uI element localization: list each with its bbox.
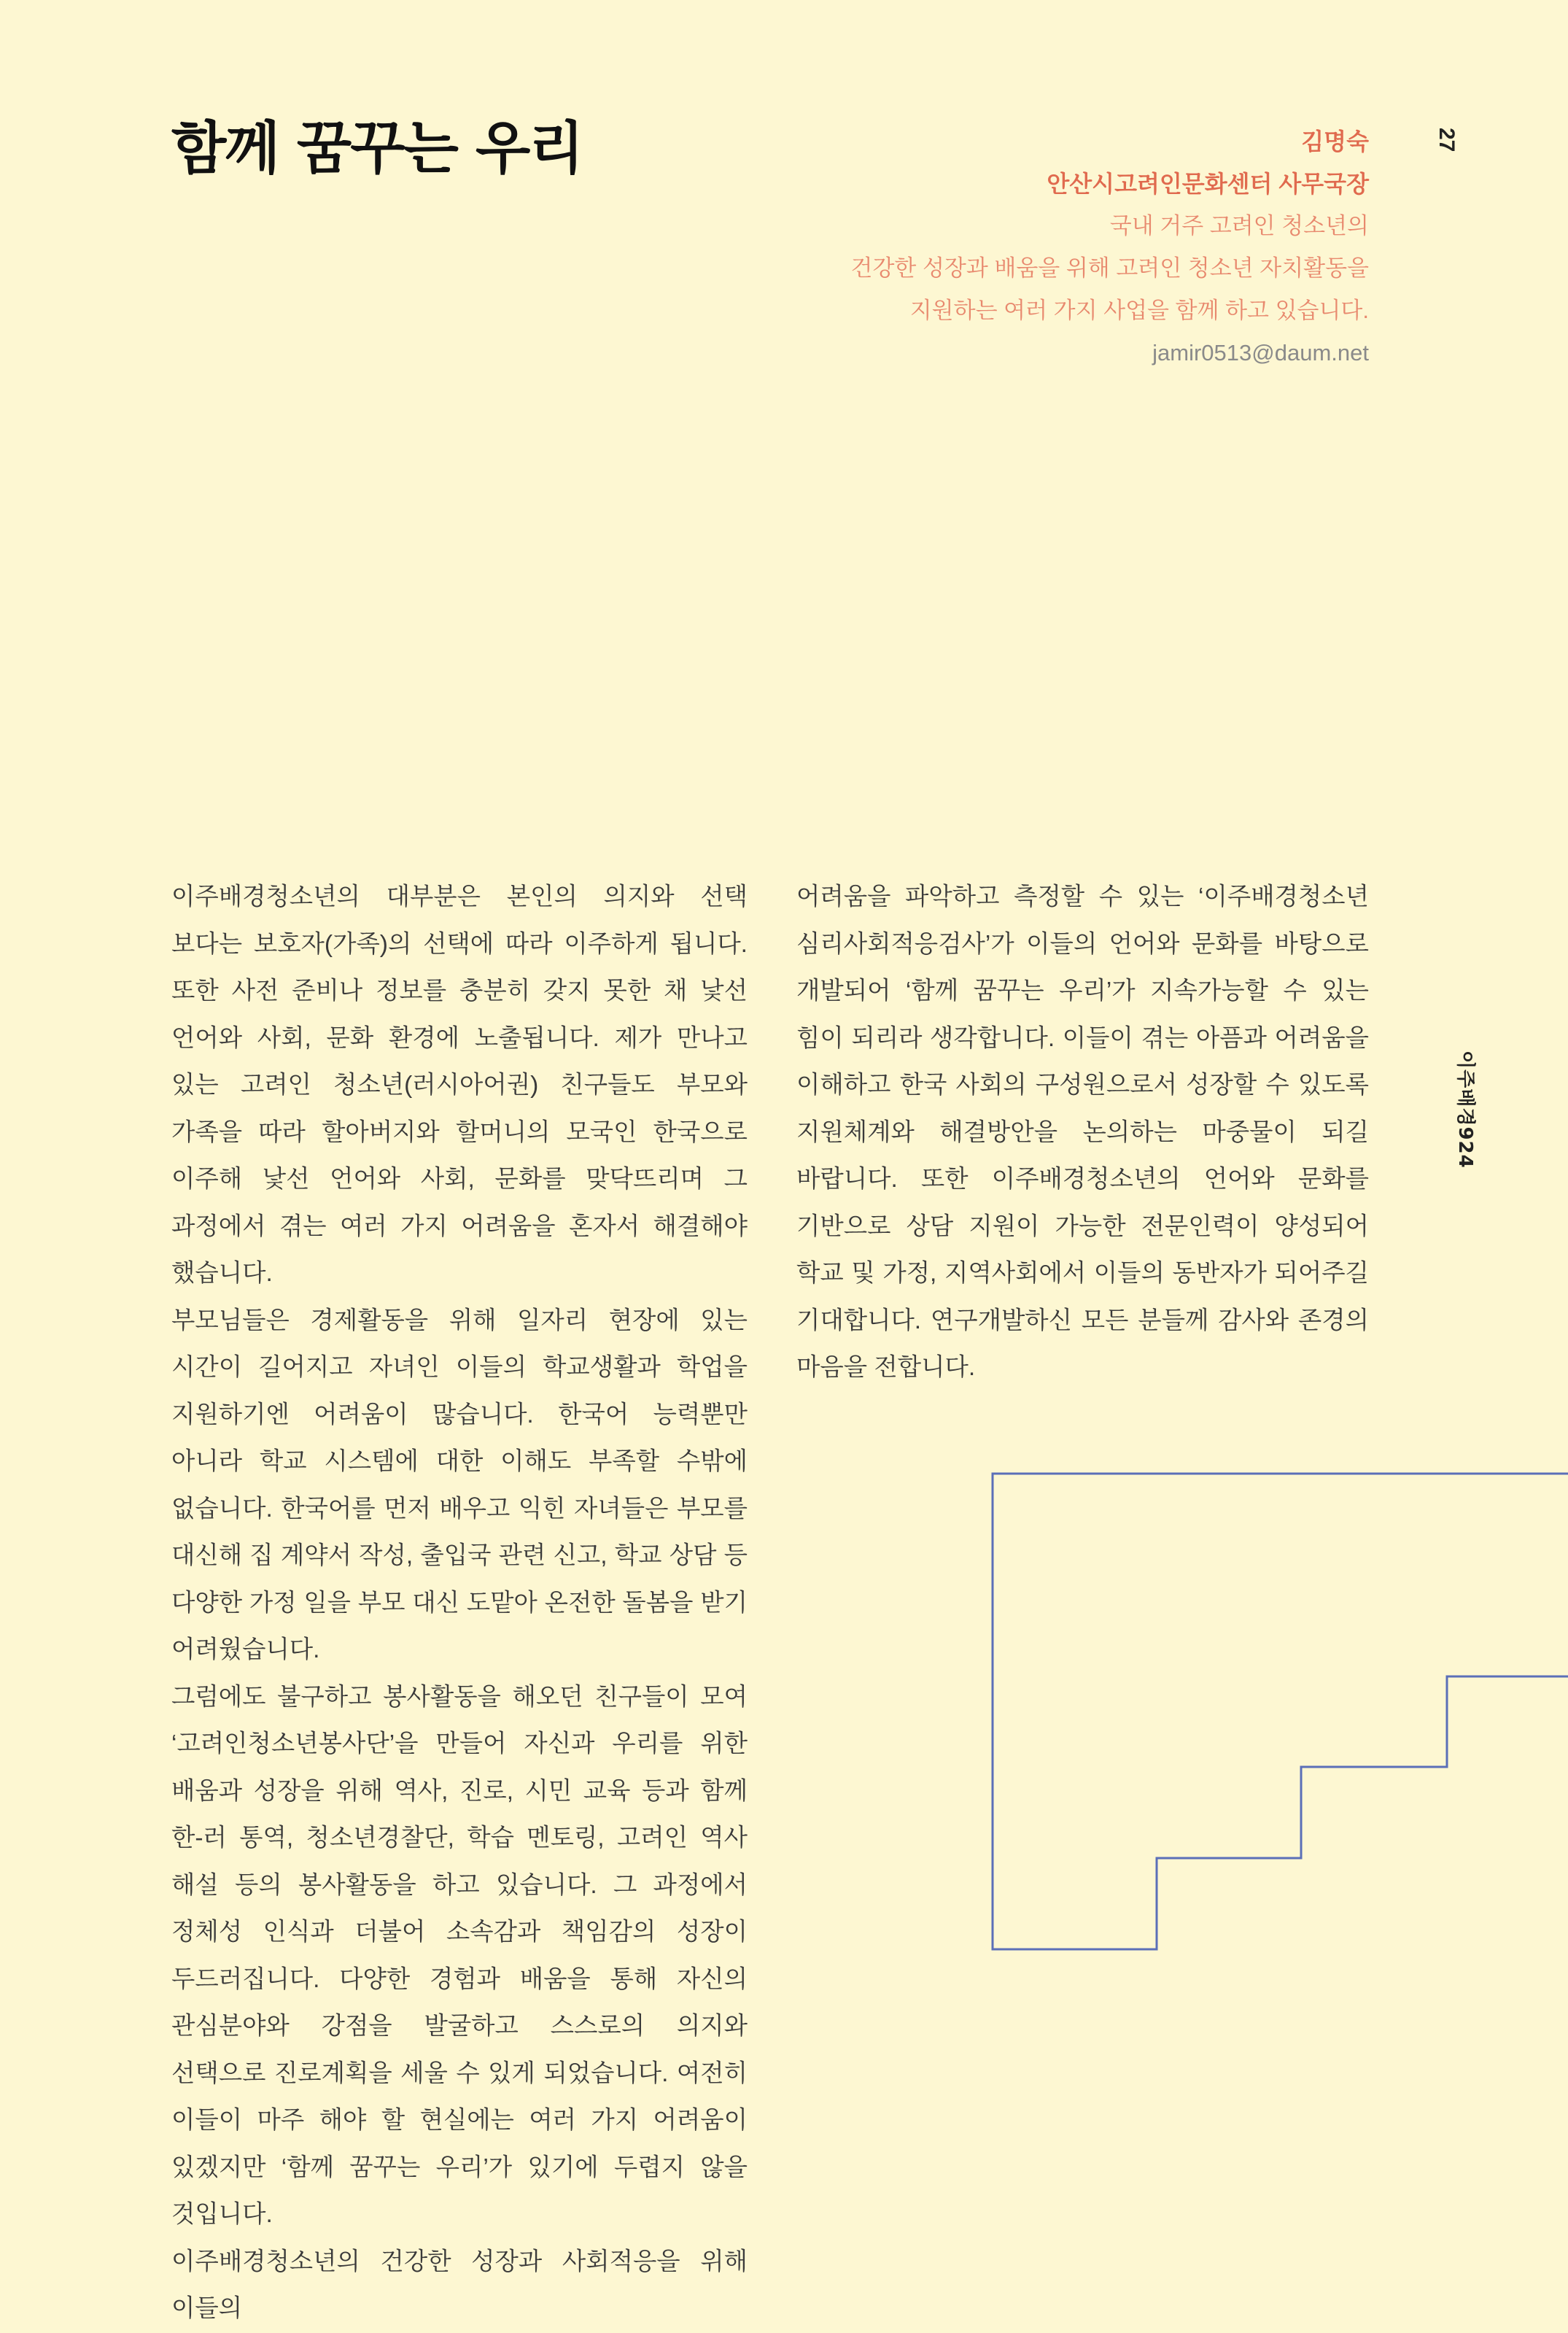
- author-email: jamir0513@daum.net: [1152, 340, 1369, 365]
- author-role: 안산시고려인문화센터 사무국장: [1047, 171, 1369, 197]
- stair-outline: [993, 1474, 1568, 1949]
- page-number: 27: [1435, 128, 1459, 152]
- author-desc-line: 국내 거주 고려인 청소년의: [1109, 213, 1369, 239]
- article-title: 함께 꿈꾸는 우리: [171, 116, 583, 182]
- side-label: 이주배경924: [1454, 1051, 1476, 1169]
- body-paragraph: 어려움을 파악하고 측정할 수 있는 ‘이주배경청소년 심리사회적응검사’가 이들의 언어와 문화를 바탕으로 개발되어 ‘함께 꿈꾸는 우리’가 지속가능할 수 있는 힘이 되리라 생각합니다. 이들이 겪는 아픔과 어려움을 이해하고 한국 사회의 구성원으로서 성장할 수 있도록 지원체계와 해결방안을 논의하는 마중물이 되길 바랍니다. 또한 이주배경청소년의 언어와 문화를 기반으로 상담 지원이 가능한 전문인력이 양성되어 학교 및 가정, 지역사회에서 이들의 동반자가 되어주길 기대합니다. 연구개발하신 모든 분들께 감사와 존경의 마음을 전합니다.: [796, 883, 1369, 1381]
- author-desc-line: 지원하는 여러 가지 사업을 함께 하고 있습니다.: [909, 298, 1369, 323]
- body-paragraph: 그럼에도 불구하고 봉사활동을 해오던 친구들이 모여 ‘고려인청소년봉사단’을 만들어 자신과 우리를 위한 배움과 성장을 위해 역사, 진로, 시민 교육 등과 함께 한-러 통역, 청소년경찰단, 학습 멘토링, 고려인 역사 해설 등의 봉사활동을 하고 있습니다. 그 과정에서 정체성 인식과 더불어 소속감과 책임감의 성장이 두드러집니다. 다양한 경험과 배움을 통해 자신의 관심분야와 강점을 발굴하고 스스로의 의지와 선택으로 진로계획을 세울 수 있게 되었습니다. 여전히 이들이 마주 해야 할 현실에는 여러 가지 어려움이 있겠지만 ‘함께 꿈꾸는 우리’가 있기에 두렵지 않을 것입니다.: [171, 1683, 748, 2228]
- body-paragraph: 부모님들은 경제활동을 위해 일자리 현장에 있는 시간이 길어지고 자녀인 이들의 학교생활과 학업을 지원하기엔 어려움이 많습니다. 한국어 능력뿐만 아니라 학교 시스템에 대한 이해도 부족할 수밖에 없습니다. 한국어를 먼저 배우고 익힌 자녀들은 부모를 대신해 집 계약서 작성, 출입국 관련 신고, 학교 상담 등 다양한 가정 일을 부모 대신 도맡아 온전한 돌봄을 받기 어려웠습니다.: [171, 1307, 748, 1663]
- body-paragraph: 이주배경청소년의 건강한 성장과 사회적응을 위해 이들의: [171, 2248, 748, 2322]
- author-name: 김명숙: [1301, 128, 1369, 155]
- author-desc-line: 건강한 성장과 배움을 위해 고려인 청소년 자치활동을: [850, 255, 1369, 281]
- body-paragraph: 이주배경청소년의 대부분은 본인의 의지와 선택 보다는 보호자(가족)의 선택에 따라 이주하게 됩니다. 또한 사전 준비나 정보를 충분히 갖지 못한 채 낯선 언어와 사회, 문화 환경에 노출됩니다. 제가 만나고 있는 고려인 청소년(러시아어권) 친구들도 부모와 가족을 따라 할아버지와 할머니의 모국인 한국으로 이주해 낯선 언어와 사회, 문화를 맞닥뜨리며 그 과정에서 겪는 여러 가지 어려움을 혼자서 해결해야 했습니다.: [171, 883, 748, 1287]
